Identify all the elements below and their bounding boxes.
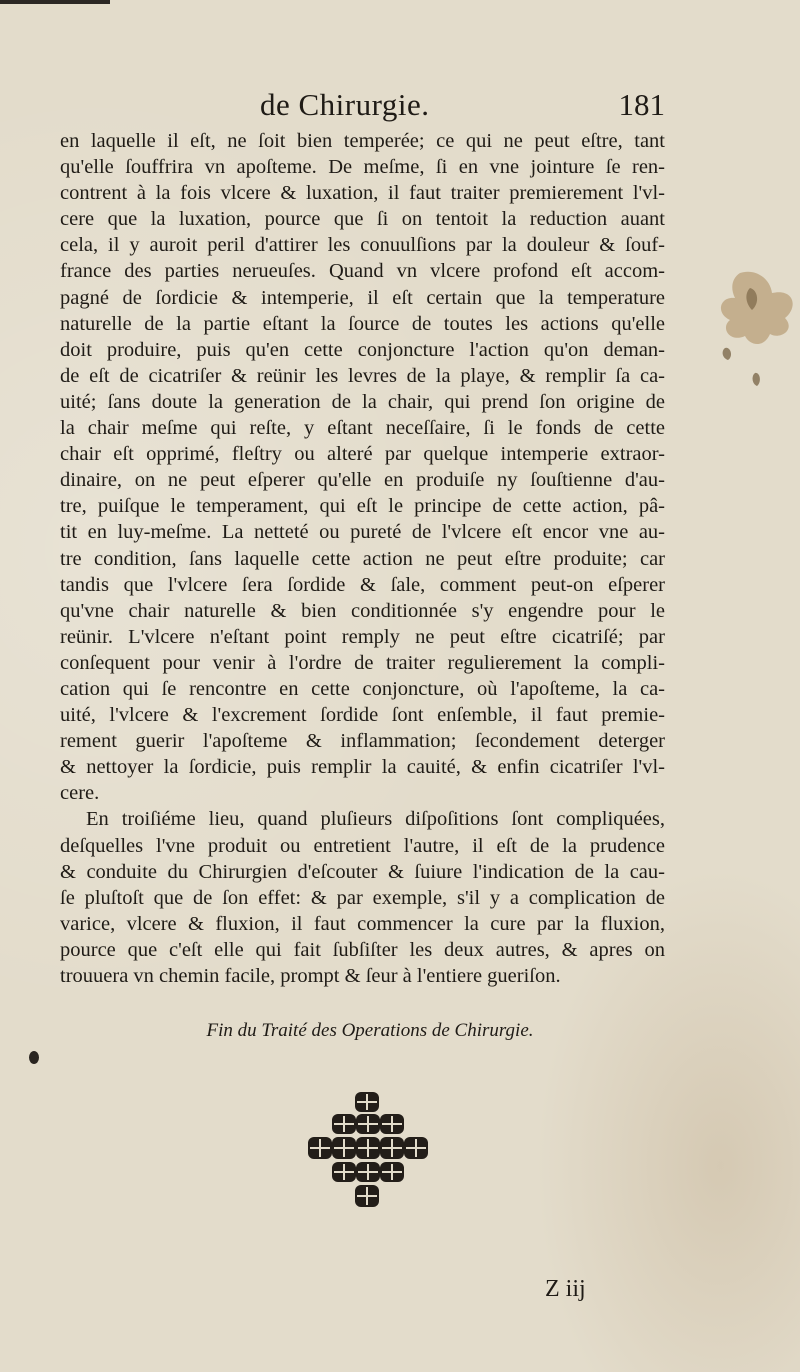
text-line: cation qui ſe rencontre en cette conjoncture, où l'apoſteme, la ca- <box>60 677 665 700</box>
running-head <box>60 84 665 126</box>
paper-stain-icon <box>700 268 800 398</box>
fleuron-ornament-icon <box>300 1090 435 1225</box>
text-line: naturelle de la partie eſtant la ſource de toutes les actions qu'elle <box>60 312 665 335</box>
text-line: deſquelles l'vne produit ou entretient l'autre, il eſt de la prudence <box>60 834 665 857</box>
page-number: 181 <box>618 87 665 122</box>
ink-blot <box>29 1051 39 1064</box>
closing-line: Fin du Traité des Operations de Chirurgie. <box>206 1020 534 1041</box>
text-line: dinaire, on ne peut eſperer qu'elle en produiſe ny ſouſtienne d'au- <box>60 469 665 492</box>
body-text <box>60 128 665 989</box>
text-line: cere. <box>60 782 100 805</box>
text-line: En troiſiéme lieu, quand pluſieurs diſpoſitions ſont compliquées, <box>86 808 665 831</box>
text-line: rement guerir l'apoſteme & inflammation; ſecondement deterger <box>60 730 665 753</box>
text-line: conſequent pour venir à l'ordre de traiter regulierement la compli- <box>60 651 665 674</box>
text-line: & conduite du Chirurgien d'eſcouter & ſuiure l'indication de la cau- <box>60 860 665 883</box>
text-line: trouuera vn chemin facile, prompt & ſeur à l'entiere gueriſon. <box>60 965 561 987</box>
text-line: france des parties nerueuſes. Quand vn vlcere profond eſt accom- <box>60 260 665 283</box>
page-edge-shadow <box>0 0 110 4</box>
text-line: qu'elle ſouffrira vn apoſteme. De meſme, ſi en vne jointure ſe ren- <box>60 156 665 179</box>
text-line: doit produire, puis qu'en cette conjoncture l'action qu'on deman- <box>60 338 665 361</box>
text-line: cela, il y auroit peril d'attirer les conuulſions par la douleur & ſouf- <box>60 234 665 257</box>
text-line: varice, vlcere & fluxion, il faut commencer la cure par la fluxion, <box>60 912 665 935</box>
text-line: tre, puiſque le temperament, qui eſt le principe de cette action, pâ- <box>60 495 665 518</box>
text-line: contrent à la fois vlcere & luxation, il faut traiter premierement l'vl- <box>60 182 665 205</box>
text-line: & nettoyer la ſordicie, puis remplir la cauité, & enfin cicatriſer l'vl- <box>60 756 665 779</box>
text-line: pource que c'eſt elle qui fait ſubſiſter les deux autres, & apres on <box>60 938 665 961</box>
text-line: chair eſt opprimé, fleſtry ou alteré par quelque intemperie extraor- <box>60 443 665 466</box>
text-line: uité, l'vlcere & l'excrement ſordide ſont enſemble, il faut premie- <box>60 704 665 727</box>
text-line: la chair meſme qui reſte, y eſtant neceſſaire, ſi le fonds de cette <box>60 417 665 440</box>
running-title: de Chirurgie. <box>260 87 430 122</box>
text-line: qu'vne chair naturelle & bien conditionnée s'y engendre pour le <box>60 599 665 622</box>
text-line: uité; ſans doute la generation de la chair, qui prend ſon origine de <box>60 390 665 413</box>
signature-mark: Z iij <box>545 1276 586 1302</box>
text-line: de eſt de cicatriſer & reünir les levres de la playe, & remplir ſa ca- <box>60 364 665 387</box>
text-line: tandis que l'vlcere ſera ſordide & ſale, comment peut-on eſperer <box>60 573 665 596</box>
text-line: en laquelle il eſt, ne ſoit bien temperée; ce qui ne peut eſtre, tant <box>60 130 665 152</box>
text-line: reünir. L'vlcere n'eſtant point remply ne peut eſtre cicatriſé; par <box>60 625 665 648</box>
ornament-cell <box>355 1092 379 1112</box>
text-line: tre condition, ſans laquelle cette action ne peut eſtre produite; car <box>60 547 665 570</box>
text-line: tit en luy-meſme. La netteté ou pureté de l'vlcere eſt encor vne au- <box>60 521 665 544</box>
text-line: ſe pluſtoſt que de ſon effet: & par exemple, s'il y a complication de <box>60 886 665 909</box>
text-line: pagné de ſordicie & intemperie, il eſt certain que la temperature <box>60 286 665 309</box>
text-line: cere que la luxation, pource que ſi on tentoit la reduction auant <box>60 208 665 231</box>
